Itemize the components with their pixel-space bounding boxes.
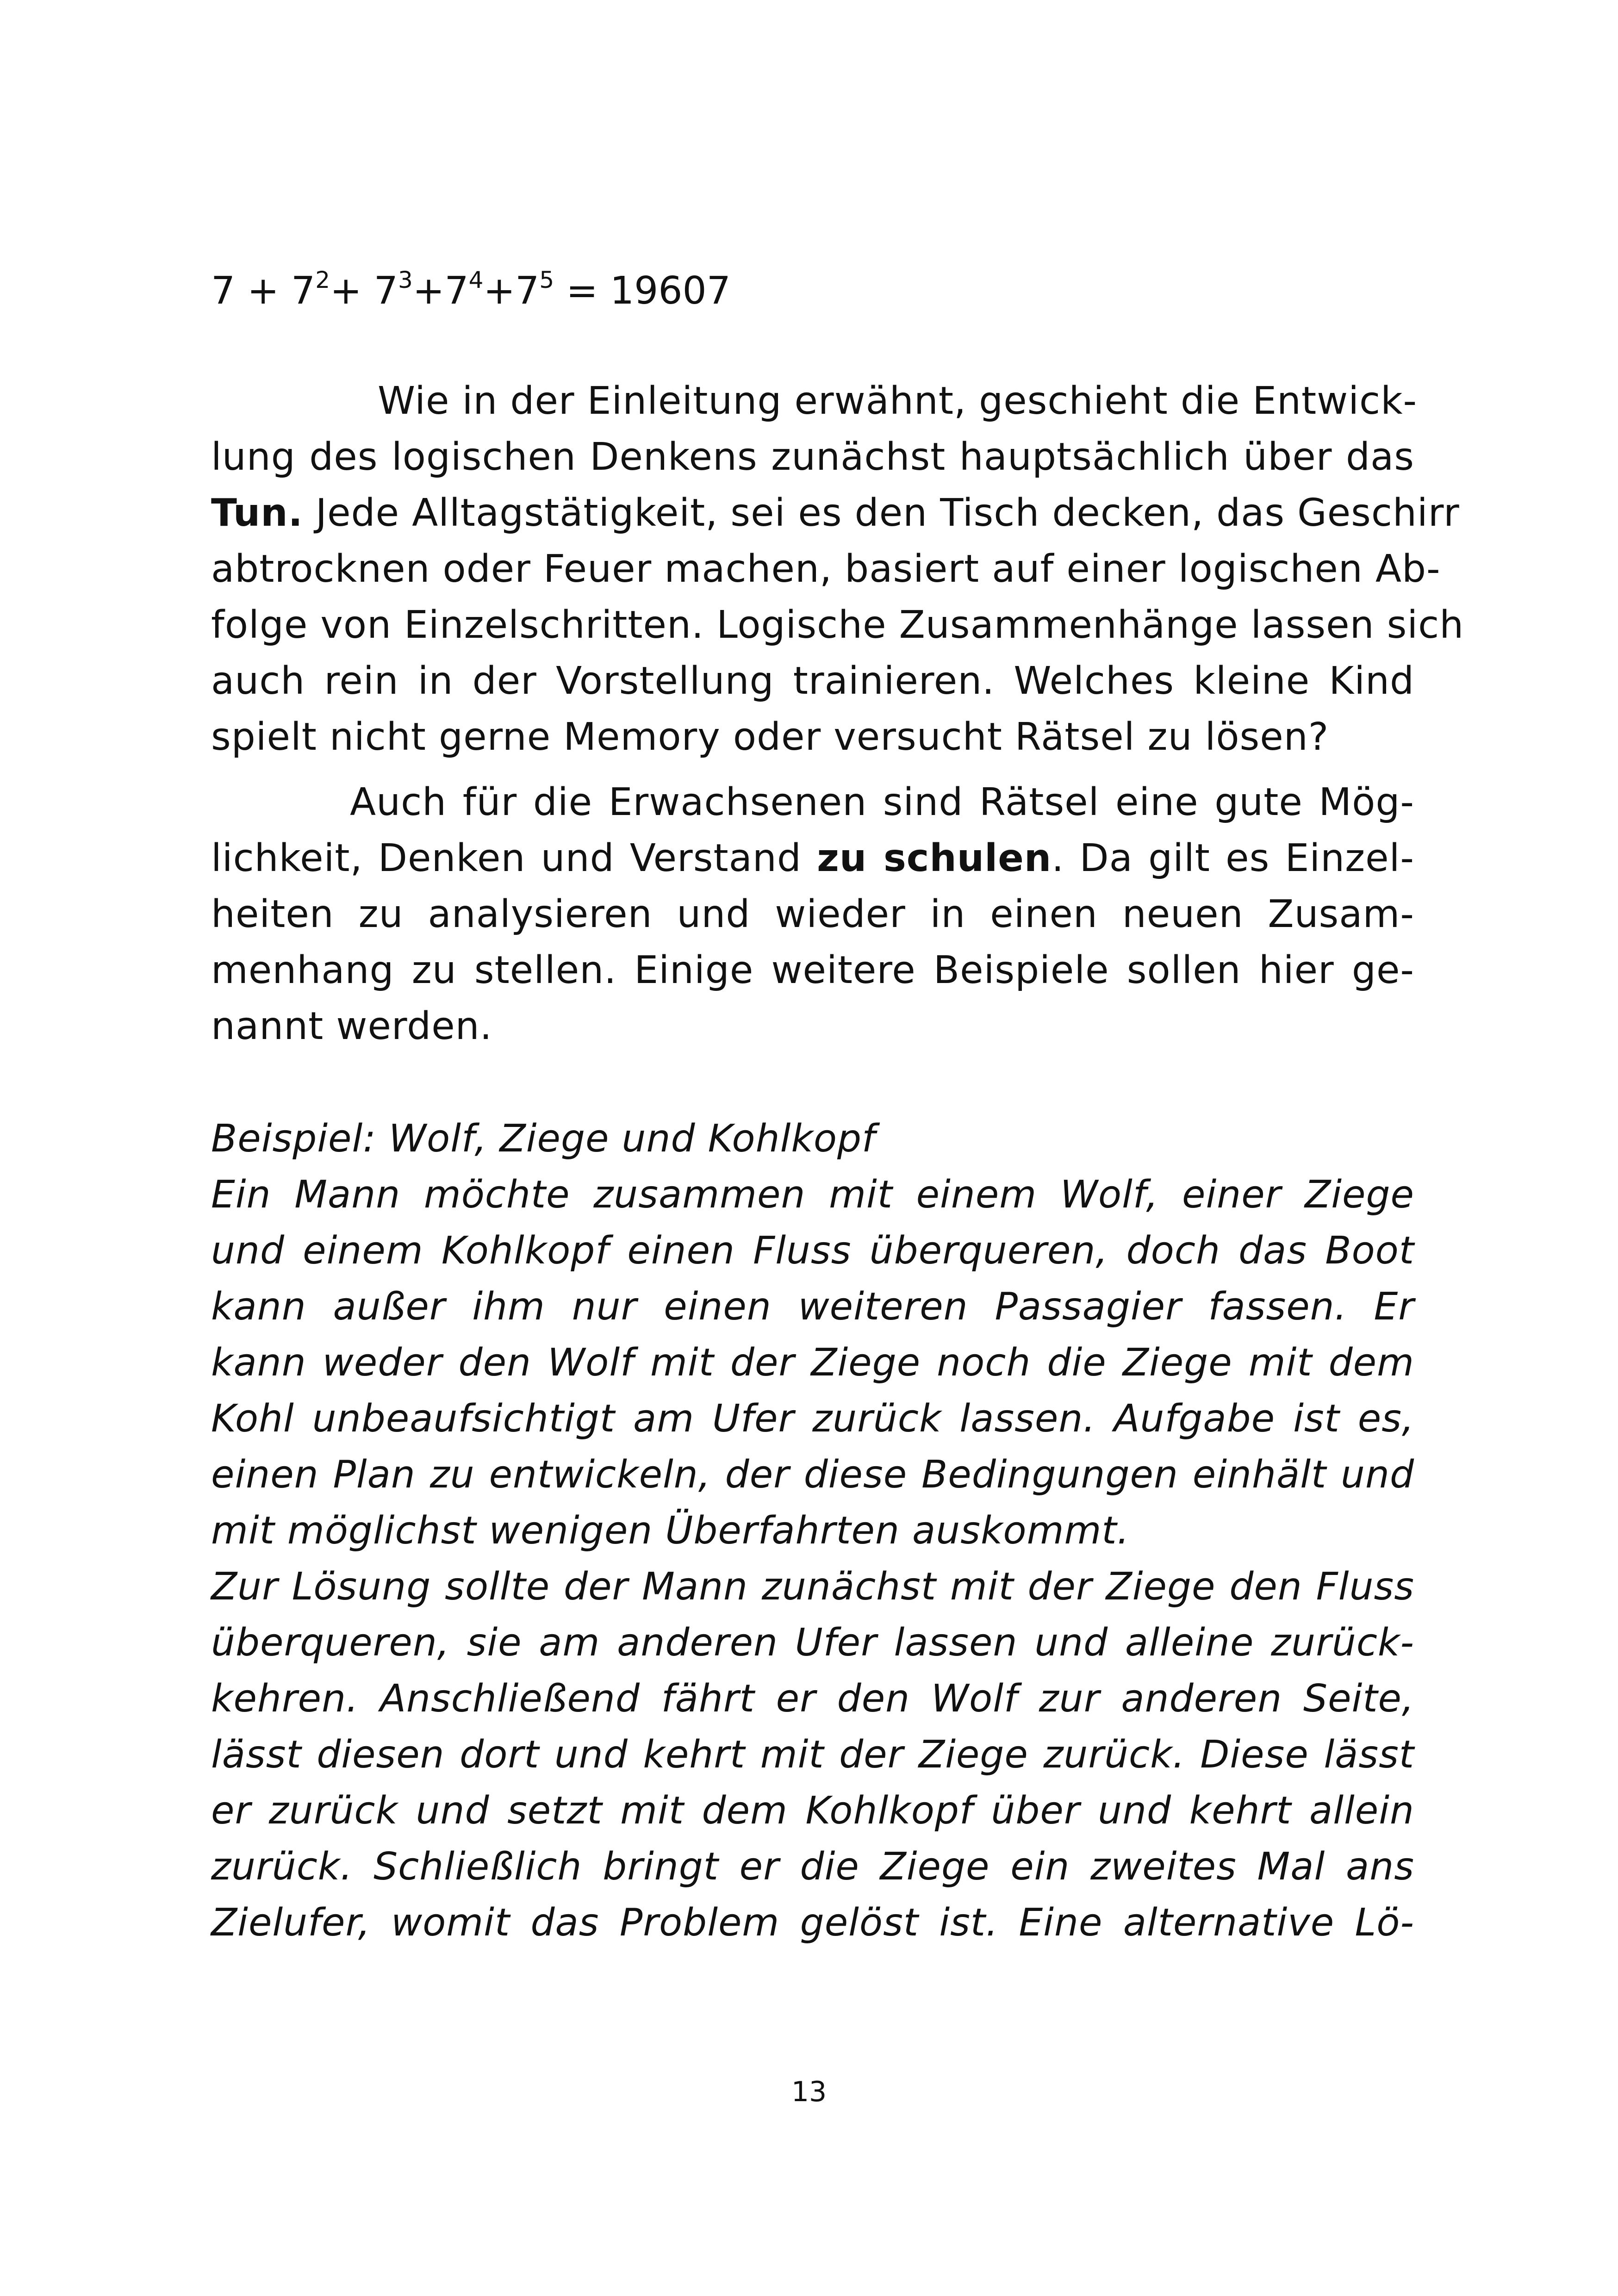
text-span: lichkeit, Denken und Verstand (211, 836, 817, 880)
formula-part: + 7 (330, 269, 398, 313)
bold-word: Tun. (211, 491, 303, 535)
text-line (211, 830, 1414, 886)
example-line: Ein Mann möchte zusammen mit einem Wolf, einer Ziege (211, 1173, 1414, 1217)
text-line: spielt nicht gerne Memory oder versucht Rätsel zu lösen? (211, 715, 1329, 759)
example-line: er zurück und setzt mit dem Kohlkopf über und kehrt allein (211, 1789, 1414, 1833)
example-line: zurück. Schließlich bringt er die Ziege ein zweites Mal ans (211, 1845, 1414, 1889)
text-line (211, 485, 1460, 541)
example-block (211, 1111, 1414, 1951)
example-line: Zur Lösung sollte der Mann zunächst mit der Ziege den Fluss (211, 1565, 1414, 1609)
formula-exponent: 4 (468, 267, 484, 293)
formula-exponent: 5 (539, 267, 554, 293)
text-span: . Da gilt es Einzel- (1052, 836, 1414, 880)
example-line: kann außer ihm nur einen weiteren Passagier fassen. Er (211, 1285, 1414, 1329)
formula-part: +7 (412, 269, 469, 313)
text-line: lung des logischen Denkens zunächst hauptsächlich über das (211, 435, 1414, 479)
text-line: Auch für die Erwachsenen sind Rätsel eine gute Mög- (350, 780, 1414, 824)
text-line: auch rein in der Vorstellung trainieren. Welches kleine Kind (211, 659, 1414, 703)
formula-part: 7 + 7 (211, 269, 316, 313)
example-title: Beispiel: Wolf, Ziege und Kohlkopf (211, 1117, 876, 1161)
example-line: Kohl unbeaufsichtigt am Ufer zurück lassen. Aufgabe ist es, (211, 1397, 1414, 1441)
example-line: überqueren, sie am anderen Ufer lassen und alleine zurück- (211, 1621, 1414, 1665)
formula-exponent: 2 (315, 267, 330, 293)
text-line: folge von Einzelschritten. Logische Zusammenhänge lassen sich (211, 603, 1464, 647)
example-line: einen Plan zu entwickeln, der diese Bedingungen einhält und (211, 1453, 1414, 1497)
text-line: nannt werden. (211, 1004, 492, 1048)
text-span: Jede Alltagstätigkeit, sei es den Tisch decken, das Geschirr (303, 491, 1460, 535)
text-line: heiten zu analysieren und wieder in einen neuen Zusam- (211, 892, 1414, 936)
text-line: menhang zu stellen. Einige weitere Beispiele sollen hier ge- (211, 948, 1414, 992)
paragraph-intro (211, 373, 1464, 765)
page-number: 13 (791, 2076, 827, 2108)
example-line: mit möglichst wenigen Überfahrten auskommt. (211, 1509, 1130, 1553)
bold-phrase: zu schulen (817, 836, 1052, 880)
example-line: Zielufer, womit das Problem gelöst ist. Eine alternative Lö- (211, 1901, 1414, 1945)
text-line: abtrocknen oder Feuer machen, basiert auf einer logischen Ab- (211, 547, 1441, 591)
example-line: und einem Kohlkopf einen Fluss überqueren, doch das Boot (211, 1229, 1414, 1273)
formula-exponent: 3 (398, 267, 413, 293)
example-line: kann weder den Wolf mit der Ziege noch die Ziege mit dem (211, 1341, 1414, 1385)
example-line: kehren. Anschließend fährt er den Wolf zur anderen Seite, (211, 1677, 1414, 1721)
text-line: Wie in der Einleitung erwähnt, geschieht die Entwick- (378, 379, 1418, 423)
formula (211, 263, 731, 319)
formula-part: +7 (483, 269, 540, 313)
formula-result: = 19607 (554, 269, 731, 313)
paragraph-adults (211, 774, 1414, 1054)
example-line: lässt diesen dort und kehrt mit der Ziege zurück. Diese lässt (211, 1733, 1414, 1777)
